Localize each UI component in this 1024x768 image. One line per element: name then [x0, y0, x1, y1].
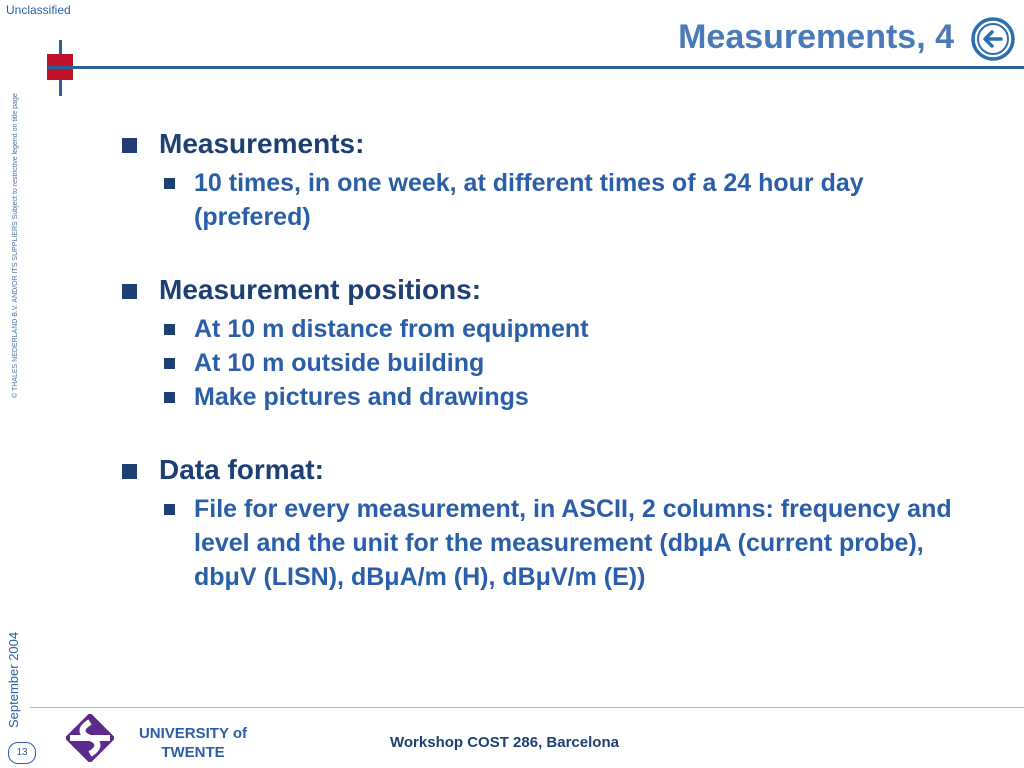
bullet-heading — [120, 454, 980, 486]
section-positions — [120, 274, 980, 414]
bullet-item — [164, 312, 980, 346]
section-measurements — [120, 128, 980, 234]
back-arrow-icon[interactable] — [970, 16, 1016, 62]
bullet-item — [164, 166, 980, 234]
bullet-heading-text: Data format: — [159, 454, 324, 485]
university-name-line1: UNIVERSITY of — [138, 725, 248, 742]
square-bullet-icon — [122, 284, 137, 299]
bullet-heading — [120, 128, 980, 160]
university-twente-logo-icon — [66, 714, 114, 762]
bullet-item-text: File for every measurement, in ASCII, 2 columns: frequency and level and the unit for the measurement (dbμA (current probe), dbμV (LISN), dBμA/m (H), dBμV/m (E)) — [194, 495, 952, 591]
bullet-item-text: At 10 m outside building — [194, 349, 485, 377]
vertical-date-text: September 2004 — [6, 631, 21, 728]
square-bullet-icon — [122, 464, 137, 479]
slide-title: Measurements, 4 — [678, 18, 954, 56]
title-divider — [48, 66, 1024, 69]
bullet-item — [164, 380, 980, 414]
bullet-item — [164, 346, 980, 380]
university-name-line2: TWENTE — [161, 744, 225, 761]
slide-content — [120, 128, 980, 634]
bullet-item — [164, 492, 980, 594]
square-bullet-icon — [164, 324, 175, 335]
bullet-item-text: At 10 m distance from equipment — [194, 315, 589, 343]
square-bullet-icon — [164, 504, 175, 515]
bullet-item-text: 10 times, in one week, at different times of a 24 hour day (prefered) — [194, 169, 864, 231]
page-number: 13 — [8, 742, 36, 764]
section-data-format — [120, 454, 980, 594]
bullet-item-text: Make pictures and drawings — [194, 383, 529, 411]
square-bullet-icon — [122, 138, 137, 153]
university-name — [128, 724, 258, 762]
footer-event-text: Workshop COST 286, Barcelona — [390, 734, 619, 751]
bullet-heading-text: Measurements: — [159, 128, 365, 159]
square-bullet-icon — [164, 358, 175, 369]
vertical-copyright-text: © THALES NEDERLAND B.V. AND/OR ITS SUPPLIERS Subject to restrictive legend on title page — [12, 93, 19, 398]
bullet-heading-text: Measurement positions: — [159, 274, 482, 305]
square-bullet-icon — [164, 178, 175, 189]
footer-divider — [30, 707, 1024, 708]
classification-label: Unclassified — [6, 3, 71, 17]
bullet-heading — [120, 274, 980, 306]
square-bullet-icon — [164, 392, 175, 403]
